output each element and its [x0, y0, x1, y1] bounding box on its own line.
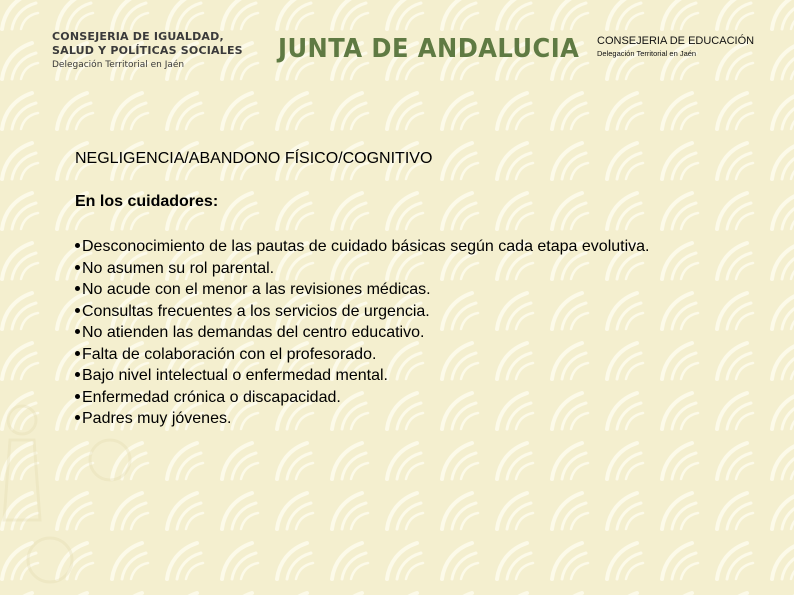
bullet-text: Consultas frecuentes a los servicios de urgencia.	[82, 302, 430, 320]
bullet-icon	[75, 265, 80, 270]
educacion-subtitle: Delegación Territorial en Jaén	[597, 49, 697, 58]
bullet-icon	[75, 286, 80, 291]
list-item	[75, 301, 649, 323]
list-item	[75, 344, 649, 366]
list-item	[75, 408, 649, 430]
bullet-text: Falta de colaboración con el profesorado.	[82, 345, 377, 363]
bullet-icon	[75, 372, 80, 377]
list-item	[75, 387, 649, 409]
logo-line-2: SALUD Y POLÍTICAS SOCIALES	[52, 44, 243, 57]
bullet-icon	[75, 329, 80, 334]
bullet-text: No atienden las demandas del centro educativo.	[82, 324, 425, 341]
bullet-text: Padres muy jóvenes.	[82, 410, 232, 427]
bullet-text: No asumen su rol parental.	[82, 259, 275, 277]
list-item	[75, 322, 649, 344]
logo-subtitle: Delegación Territorial en Jaén	[52, 60, 185, 70]
slide-heading: NEGLIGENCIA/ABANDONO FÍSICO/COGNITIVO	[75, 150, 433, 167]
consejeria-igualdad-logo	[52, 30, 243, 72]
bullet-text: Enfermedad crónica o discapacidad.	[82, 388, 341, 406]
junta-andalucia-logo: JUNTA DE ANDALUCIA	[278, 34, 580, 64]
logo-line-1: CONSEJERIA DE IGUALDAD,	[52, 30, 224, 43]
bullet-icon	[75, 243, 80, 248]
bullet-text: Desconocimiento de las pautas de cuidado básicas según cada etapa evolutiva.	[82, 238, 650, 255]
bullet-text: No acude con el menor a las revisiones médicas.	[82, 281, 431, 298]
list-item	[75, 258, 649, 280]
educacion-title: CONSEJERIA DE EDUCACIÓN	[597, 35, 755, 47]
consejeria-educacion-logo	[597, 34, 754, 60]
bullet-list	[75, 236, 649, 430]
bullet-icon	[75, 415, 80, 420]
list-item	[75, 279, 649, 301]
bullet-text: Bajo nivel intelectual o enfermedad mental.	[82, 367, 388, 384]
bullet-icon	[75, 394, 80, 399]
list-item	[75, 365, 649, 387]
bullet-icon	[75, 308, 80, 313]
list-item	[75, 236, 649, 258]
bullet-icon	[75, 351, 80, 356]
slide-subheading: En los cuidadores:	[75, 193, 219, 210]
